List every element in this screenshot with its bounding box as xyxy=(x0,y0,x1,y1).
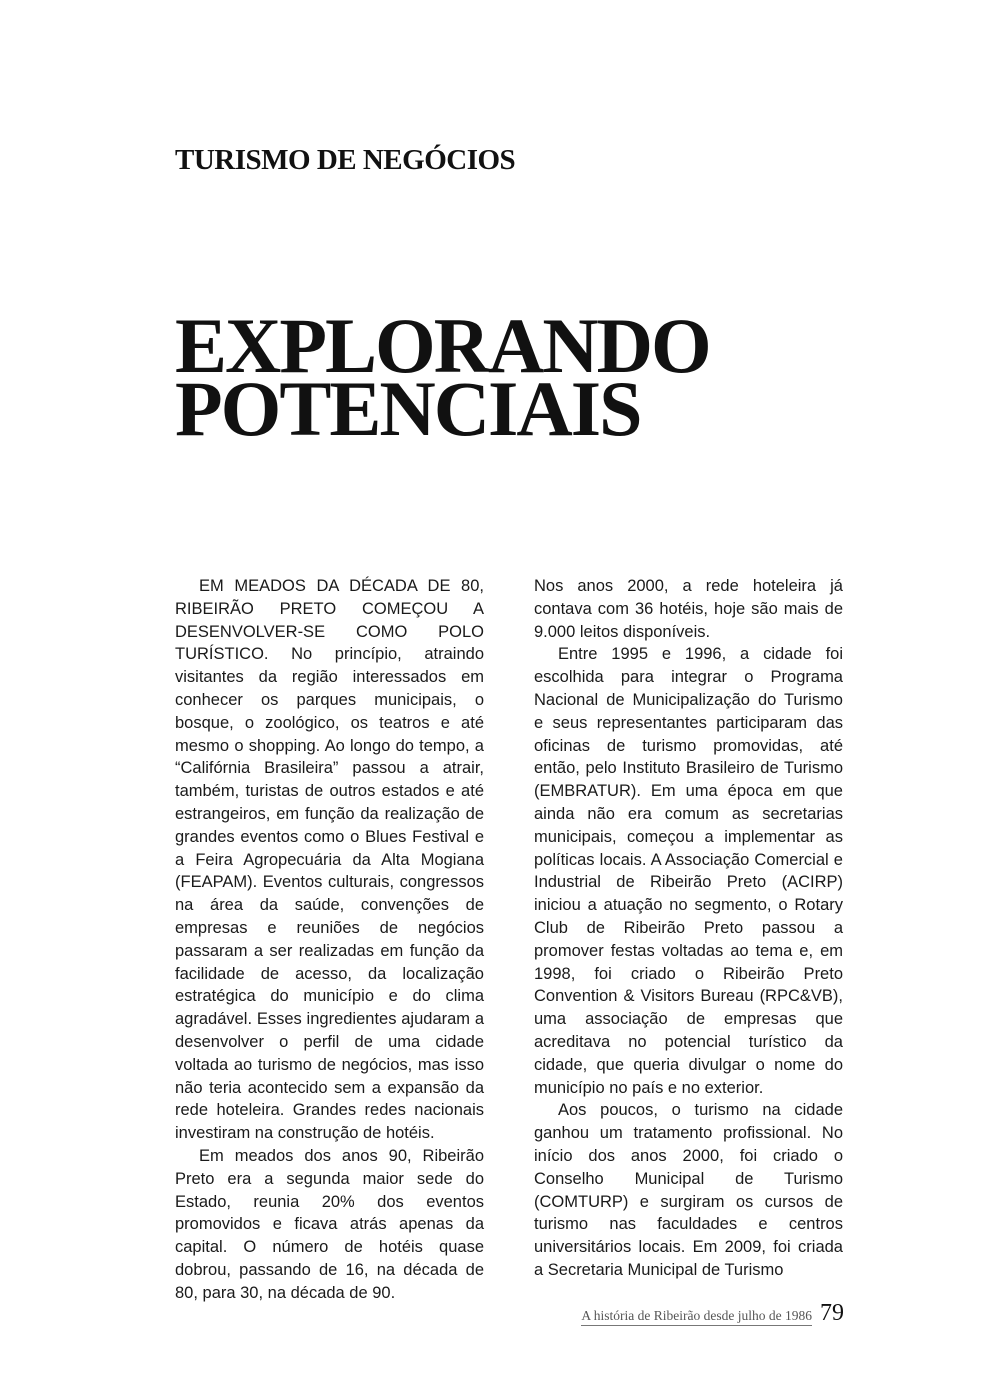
body-paragraph: Entre 1995 e 1996, a cidade foi escolhida para integrar o Programa Nacional de Municipalização do Turismo e seus representantes participaram das oficinas de turismo promovidas, até então, pelo Instituto Brasileiro de Turismo (EMBRATUR). Em uma época em que ainda não era comum as secretarias municipais, começou a implementar as políticas locais. A Associação Comercial e Industrial de Ribeirão Preto (ACIRP) iniciou a atuação no segmento, o Rotary Club de Ribeirão Preto passou a promover festas voltadas ao tema e, em 1998, foi criado o Ribeirão Preto Convention & Visitors Bureau (RPC&VB), uma associação de empresas que acreditava no potencial turístico da cidade, que queria divulgar o nome do município no país e no exterior. xyxy=(534,645,843,1097)
body-paragraph: Aos poucos, o turismo na cidade ganhou um tratamento profissional. No início dos anos 2000, foi criado o Conselho Municipal de Turismo (COMTURP) e surgiram os cursos de turismo nas faculdades e centros universitários locais. Em 2009, foi criada a Secretaria Municipal de Turismo xyxy=(534,1101,843,1279)
body-paragraph: EM MEADOS DA DÉCADA DE 80, RIBEIRÃO PRETO COMEÇOU A DESENVOLVER-SE COMO POLO TURÍSTICO. No princípio, atraindo visitantes da região interessados em conhecer os parques municipais, o bosque, o zoológico, os teatros e até mesmo o shopping. Ao longo do tempo, a “Califórnia Brasileira” passou a atrair, também, turistas de outros estados e até estrangeiros, em função da realização de grandes eventos como o Blues Festival e a Feira Agropecuária da Alta Mogiana (FEAPAM). Eventos culturais, congressos na área da saúde, convenções de empresas e reuniões de negócios passaram a ser realizadas em função da facilidade de acesso, da localização estratégica do município e do clima agradável. Esses ingredientes ajudaram a desenvolver o perfil de uma cidade voltada ao turismo de negócios, mas isso não teria acontecido sem a expansão da rede hoteleira. Grandes redes nacionais investiram na construção de hotéis. xyxy=(175,577,484,1143)
headline-line-1: EXPLORANDO xyxy=(175,302,710,389)
page-footer xyxy=(581,1300,844,1327)
body-column-right xyxy=(534,575,843,1282)
body-paragraph: Em meados dos anos 90, Ribeirão Preto era a segunda maior sede do Estado, reunia 20% dos eventos promovidos e ficava atrás apenas da capital. O número de hotéis quase dobrou, passando de 16, na década de 80, para 30, na década de 90. xyxy=(175,1146,484,1302)
body-paragraph: Nos anos 2000, a rede hoteleira já contava com 36 hotéis, hoje são mais de 9.000 leitos disponíveis. xyxy=(534,577,843,641)
headline-line-2: POTENCIAIS xyxy=(175,365,641,452)
section-label: TURISMO DE NEGÓCIOS xyxy=(175,144,516,176)
footer-publication-title: A história de Ribeirão desde julho de 1986 xyxy=(581,1308,812,1326)
article-headline xyxy=(175,302,875,452)
page-number: 79 xyxy=(820,1300,844,1326)
body-column-left xyxy=(175,575,484,1305)
